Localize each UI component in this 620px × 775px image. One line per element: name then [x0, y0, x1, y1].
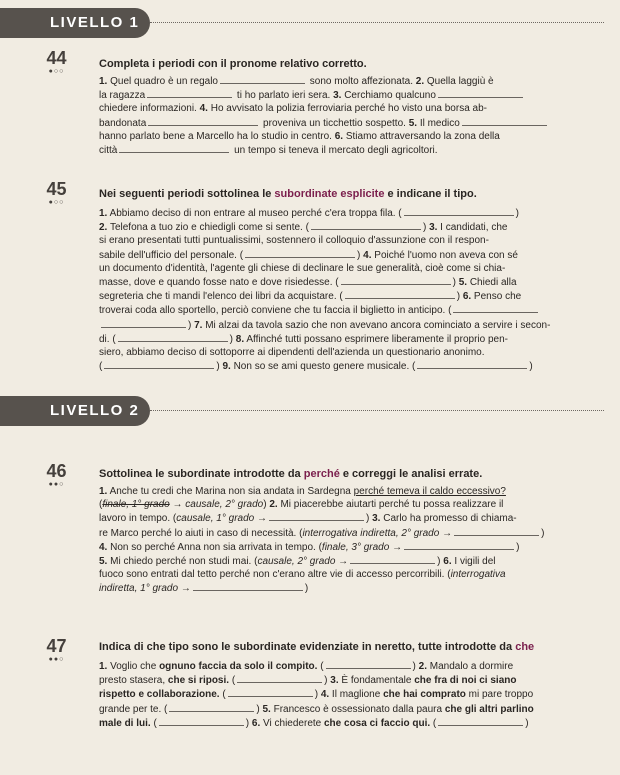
ex44-line-5: hanno parlato bene a Marcello ha lo studio in centro. 6. Stiamo attraversando la zona della — [99, 130, 500, 142]
exercise-47-title: Indica di che tipo sono le subordinate evidenziate in neretto, tutte introdotte da che — [99, 641, 535, 653]
level-2-label: LIVELLO 2 — [50, 402, 140, 419]
ex44-line-6: città un tempo si teneva il mercato degli agricoltori. — [99, 145, 438, 157]
exercise-44-marker — [29, 49, 84, 76]
exercise-46-marker — [29, 462, 84, 489]
level-1-label: LIVELLO 1 — [50, 14, 140, 31]
exercise-46-body: 1. Anche tu credi che Marina non sia andata in Sardegna perché temeva il caldo eccessivo? (finale, 1° grado → causale, 2° grado) 2. Mi piacerebbe aiutarti perché tu possa realizzare il lavoro in tempo. (causale, 1° grado → ) 3. Carlo ha promesso di chiama- re Marco perché lo aiuti in caso di necessità. (interrogativa indiretta, 2° grado → ) 4. Non so perché Anna non sia arrivata in tempo. (finale, 3° grado → ) 5. Mi chiedo perché non studi mai. (causale, 2° grado → ) 6. I vigili del fuoco sono entrati dal tetto perché non c'erano altre vie di accesso percorribili. (interrogativa indiretta, 1° grado → ) — [99, 486, 545, 595]
answer-blank[interactable] — [404, 540, 514, 550]
ex44-line-3: chiedere informazioni. 4. Ho avvisato la polizia ferroviaria perché ho visto una borsa ab- — [99, 103, 487, 115]
exercise-45-title: Nei seguenti periodi sottolinea le subordinate esplicite e indicane il tipo. — [99, 188, 477, 200]
exercise-44-title: Completa i periodi con il pronome relativo corretto. — [99, 58, 367, 70]
answer-blank[interactable] — [245, 248, 355, 258]
answer-blank[interactable] — [118, 332, 228, 342]
answer-blank[interactable] — [159, 716, 244, 726]
answer-blank[interactable] — [341, 275, 451, 285]
answer-blank[interactable] — [148, 116, 258, 126]
level-1-header — [0, 8, 620, 38]
answer-blank[interactable] — [350, 554, 435, 564]
answer-blank[interactable] — [438, 716, 523, 726]
answer-blank[interactable] — [228, 687, 313, 697]
exercise-46-number: 46 — [46, 461, 67, 481]
ex44-line-2: la ragazza ti ho parlato ieri sera. 3. Cerchiamo qualcuno — [99, 88, 604, 102]
level-2-rule — [150, 410, 604, 411]
difficulty-dots-icon: ●●○ — [48, 481, 65, 488]
answer-blank[interactable] — [326, 659, 411, 669]
answer-blank[interactable] — [119, 143, 229, 153]
answer-blank[interactable] — [269, 511, 364, 521]
exercise-47-number: 47 — [46, 636, 67, 656]
answer-blank[interactable] — [453, 303, 538, 313]
answer-blank[interactable] — [345, 289, 455, 299]
level-1-rule — [150, 22, 604, 23]
exercise-47-marker — [29, 637, 84, 664]
ex44-line-4: bandonata proveniva un ticchettio sospetto. 5. Il medico — [99, 116, 604, 130]
exercise-45-number: 45 — [46, 179, 67, 199]
answer-blank[interactable] — [147, 88, 232, 98]
exercise-46-title: Sottolinea le subordinate introdotte da perché e correggi le analisi errate. — [99, 468, 483, 480]
answer-blank[interactable] — [438, 88, 523, 98]
exercise-44-number: 44 — [46, 48, 67, 68]
answer-blank[interactable] — [404, 206, 514, 216]
difficulty-dots-icon: ●○○ — [48, 68, 65, 75]
difficulty-dots-icon: ●●○ — [48, 656, 65, 663]
answer-blank[interactable] — [169, 702, 254, 712]
answer-blank[interactable] — [311, 220, 421, 230]
answer-blank[interactable] — [462, 116, 547, 126]
exercise-44-body — [99, 74, 604, 157]
level-2-header — [0, 396, 620, 426]
exercise-45-body: 1. Abbiamo deciso di non entrare al museo perché c'era troppa fila. ( ) 2. Telefona a tuo zio e chiedigli come si sente. ( ) 3. I candidati, che si erano presentati tutti puntualissimi, sostennero il colloquio d'assunzione con il respon- sabile dell'ufficio del personale. ( ) 4. Poiché l'uomo non aveva con sé un documento d'identità, l'agente gli chiese di declinare le sue generalità, cioè come si chia- masse, dove e quando fosse nato e dove risiedesse. ( ) 5. Chiedi alla segreteria che ti mandi l'elenco dei libri da acquistare. ( ) 6. Penso che troverai coda allo sportello, perciò conviene che tu faccia il biglietto in anticipo. ( ) 7. Mi alzai da tavola sazio che non avevano ancora cominciato a servire i secon- di. ( ) 8. Affinché tutti possano esprimere liberamente il proprio pen- siero, abbiamo deciso di sottoporre ai dipendenti dell'azienda un questionario anonimo. ( ) 9. Non so se ami questo genere musicale. ( ) — [99, 208, 551, 373]
level-1-badge — [0, 8, 150, 38]
answer-blank[interactable] — [237, 673, 322, 683]
answer-blank[interactable] — [454, 526, 539, 536]
exercise-47-body: 1. Voglio che ognuno faccia da solo il compito. ( ) 2. Mandalo a dormire presto stasera, che si riposi. ( ) 3. È fondamentale che fra di noi ci siano rispetto e collaborazione. ( ) 4. Il maglione che hai comprato mi pare troppo grande per te. ( ) 5. Francesco è ossessionato dalla paura che gli altri parlino male di lui. ( ) 6. Vi chiederete che cosa ci faccio qui. ( ) — [99, 661, 534, 729]
answer-blank[interactable] — [193, 581, 303, 591]
answer-blank[interactable] — [220, 74, 305, 84]
answer-blank[interactable] — [417, 359, 527, 369]
level-2-badge — [0, 396, 150, 426]
exercise-45-marker — [29, 180, 84, 207]
answer-blank[interactable] — [101, 318, 186, 328]
difficulty-dots-icon: ●○○ — [48, 199, 65, 206]
ex44-line-1: 1. Quel quadro è un regalo sono molto affezionata. 2. Quella laggiù è — [99, 76, 494, 87]
answer-blank[interactable] — [104, 359, 214, 369]
